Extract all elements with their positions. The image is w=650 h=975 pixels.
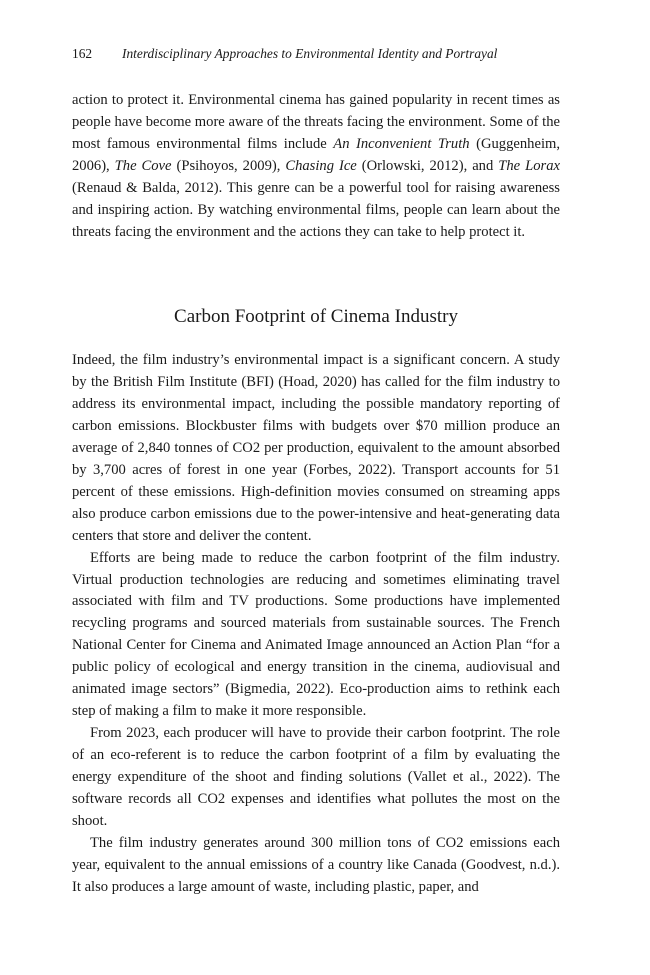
section-paragraph: Efforts are being made to reduce the carbon footprint of the film industry. Virtual production technologies are reducing and sometimes eliminating travel associated with film and TV productions. Some productions have implemented recycling programs and sourced materials from sustainable sources. The French National Center for Cinema and Animated Image announced an Action Plan “for a public policy of ecological and energy transition in the cinema, audiovisual and animated image sectors” (Bigmedia, 2022). Eco-production aims to rethink each step of making a film to make it more responsible.: [72, 549, 560, 720]
intro-text-5: (Renaud & Balda, 2012). This genre can be a powerful tool for raising awareness and inspiring action. By watching environmental films, people can learn about the threats facing the environment and the actions they can take to help protect it.: [72, 179, 560, 240]
section-paragraph: Indeed, the film industry’s environmental impact is a significant concern. A study by the British Film Institute (BFI) (Hoad, 2020) has called for the film industry to address its environmental impact, including the possible mandatory reporting of carbon emissions. Blockbuster films with budgets over $70 million produce an average of 2,840 tonnes of CO2 per production, equivalent to the amount absorbed by 3,700 acres of forest in one year (Forbes, 2022). Transport accounts for 51 percent of these emissions. High-definition movies consumed on streaming apps also produce carbon emissions due to the power-intensive and heat-generating data centers that store and deliver the content.: [72, 352, 560, 544]
intro-paragraph: [72, 90, 560, 244]
film-title-inconvenient-truth: An Inconvenient Truth: [333, 135, 470, 152]
section-paragraph: From 2023, each producer will have to provide their carbon footprint. The role of an eco-referent is to reduce the carbon footprint of a film by evaluating the energy expenditure of the shoot and finding solutions (Vallet et al., 2022). The software records all CO2 expenses and identifies what pollutes the most on the shoot.: [72, 725, 560, 830]
section-heading: Carbon Footprint of Cinema Industry: [174, 306, 458, 327]
running-head: [72, 44, 560, 64]
section-body: [72, 350, 560, 899]
film-title-the-lorax: The Lorax: [498, 157, 560, 174]
intro-paragraph-block: [72, 90, 560, 244]
intro-text-1: action to protect it. Environmental cinema has gained popularity in recent times as people have become more aware of the threats facing the environment. Some of the most famous environmental films include: [72, 92, 560, 152]
running-title: Interdisciplinary Approaches to Environmental Identity and Portrayal: [122, 46, 498, 61]
film-title-chasing-ice: Chasing Ice: [285, 157, 357, 174]
page-number: 162: [72, 46, 93, 61]
section-paragraph: The film industry generates around 300 million tons of CO2 emissions each year, equivalent to the annual emissions of a country like Canada (Goodvest, n.d.). It also produces a large amount of waste, including plastic, paper, and: [72, 834, 560, 895]
intro-text-3: (Psihoyos, 2009),: [171, 157, 286, 174]
intro-text-4: (Orlowski, 2012), and: [356, 157, 499, 174]
intro-text-2: (Guggenheim, 2006),: [72, 135, 561, 174]
film-title-the-cove: The Cove: [114, 157, 172, 174]
